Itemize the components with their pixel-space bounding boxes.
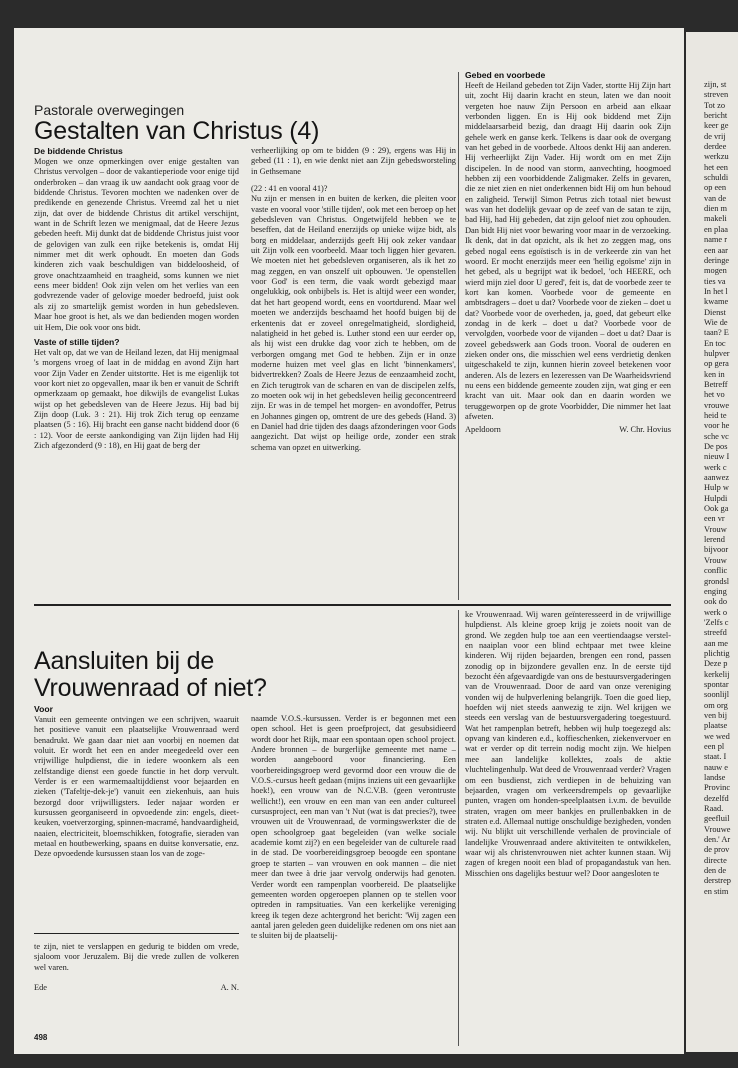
facing-page-line: ook do [704,597,728,607]
article2-column-3 [465,610,671,879]
facing-page-line: nieuw I [704,452,730,462]
subheading: Vaste of stille tijden? [34,336,120,347]
facing-page-line: In het l [704,286,728,296]
facing-page-line: makeli [704,214,727,224]
signature [34,983,239,993]
facing-page-line: Hulp w [704,483,729,493]
facing-page-line: aan me [704,638,728,648]
title-line: Vrouwenraad of niet? [34,674,267,702]
facing-page-line: name r [704,235,728,245]
paragraph: ke Vrouwenraad. Wij waren geïnteresseerd in de vrijwillige hulpdienst. Als kleine groep krijg je zoiets nooit van de grond. We zegden hulp toe aan een veertiendaagse verstel- en naaiplan voor een blind echtpaar met twee kleine kinderen. Wij rijden bejaarden, brengen een rond, passen zonodig op in bijzondere gevallen enz. In de eerste tijd bezocht één afgevaardigde van ons de bestuursvergaderingen van de Vrouwenraad. Door de aard van onze vereniging vonden wij de hulpverlening belangrijk. Toen die goed liep, hoefden wij niet steeds aanwezig te zijn. Wel krijgen we steeds een verslag van de bestuursvergadering toegestuurd. Wat het rampenplan betreft, hebben wij hulp toegezegd als: opvang van kinderen e.d., koffieschenken, ziekenvervoer en wat er verder op dit terrein nodig mocht zijn. We hielpen mee aan landelijke kollektes, zoals de aktie vluchtelingenhulp. Wat deed de Vrouwenraad verder? Vragen om een busdienst, zich verdiepen in de behuizing van bejaarden, vragen om verkeersdrempels op gevaarlijke punten, vragen om honden-speelplaatsen i.v.m. de bevuilde straten, vragen om meer bankjes en prullenbakken in de straten e.d. Allemaal nuttige onschuldige bezigheden, vonden wij. Nu blijkt uit verschillende verhalen de provinciale of landelijke Vrouwenraad andere aktiviteiten te ontwikkelen, waar wij als christenvrouwen niet achter kunnen staan. Wij zagen of kregen nooit een blad of propagandastuk van hen. Misschien ons dagelijks bestuur wel? Door aangesloten te [465,610,671,878]
facing-page-line: sche vc [704,431,729,441]
facing-page-line: nauw e [704,762,728,772]
facing-page-line: van de [704,193,727,203]
signature-place: Ede [34,983,48,993]
signature-place: Apeldoorn [465,425,501,435]
article2-column-1 [34,704,239,860]
article2-title [34,648,267,702]
facing-page-line: streven [704,90,729,100]
facing-page-line: dien m [704,204,728,214]
facing-page-line: ties va [704,276,726,286]
facing-page-line: keer ge [704,121,729,131]
facing-page-line: een pl [704,742,725,751]
facing-page-line: den.' Ar [704,835,731,845]
article1-column-3 [465,70,671,436]
column-separator [458,610,459,1046]
facing-page-line: werk c [704,462,727,472]
facing-page-line: Hulpdi [704,493,728,503]
paragraph: (22 : 41 en vooral 41)? [251,184,328,194]
facing-page-line: heid te [704,411,727,420]
facing-page-line: geefluil [704,814,730,824]
facing-page-line: spontar [704,679,729,689]
facing-page-line: bericht [704,111,728,121]
facing-page-line: de vrij [704,131,726,141]
facing-page-line: het vo [704,390,725,400]
facing-page-line: we wed [704,731,730,741]
magazine-page [14,28,684,1054]
facing-page-line: voor he [704,421,730,431]
paragraph: Het valt op, dat we van de Heiland lezen, dat Hij menigmaal 's morgens vroeg of laat in de middag en avond Zijn hart voor Zijn Vader en Zender uitstortte. Het is me eigenlijk tot voor kort niet zo opgevallen, maar ik ben er vanuit de Schrift opmerkzaam op gemaakt, hoe dikwijls de evangelist Lukas wijst op het gebedsleven van de Heere Jezus. Hij bad bij Zijn doop (Luk. 3 : 21). Hij trok Zich terug op eenzame plaatsen (5 : 16). Hij bracht een ganse nacht biddend door (6 : 12). Voor de eerste aankondiging van Zijn lijden had Hij Zich afgezonderd (9 : 18), en Hij gaat de berg der [34,347,239,450]
facing-page-line: enging [704,586,727,596]
facing-page-line: kerkelij [704,669,730,679]
facing-page-line: en plaa [704,224,728,234]
article1-column-2 [251,146,456,453]
facing-page-line: De pos [704,442,728,452]
facing-page-line: op gera [704,359,729,369]
article-title: Gestalten van Christus (4) [34,117,320,145]
paragraph: naamde V.O.S.-kursussen. Verder is er begonnen met een open school. Het is geen proefproject, dat gesubsidieerd wordt door het Rijk, maar een spontaan open school project. Andere bronnen – de burgerlijke gemeente met name – worden aangeboord voor financiering. Een voorbereidingsgroep werd gevormd door een vrouw die de V.O.S.-cursus heeft gedaan (mijns inziens uit een gevaarlijke hoek!), een vrouw van de N.C.V.B. (geen verontruste wellicht!), een vrouw en een man van een ander cultureel cursusproject, een man van 't Nut (wat is dat precies?), twee vrouwen uit de Vrouwenraad, de vormingswerkster die de open schoolgroep gaat begeleiden (van welke sociale academie komt zij?) en een begeleider van de culturele raad in de stad. De voorbereidingsgroep beoogde een spontane groep te starten – van vrouwen en ook mannen – die niet meer dan twee à drie jaar vervolg onderwijs had genoten. Verder wordt een rampenplan voorbereid. De plaatselijke gemeenten worden opgeroepen plannen op te stellen voor optreden in rampsituaties. Van een kerkelijke vereniging kreeg ik tegen deze achtergrond het bericht: 'Wij zagen een aantal jaren geleden geen duidelijke redenen om ons niet aan te sluiten bij de plaatselij- [251,714,456,941]
facing-page-line: op een [704,183,727,193]
facing-page-line: vrouwe [704,400,730,410]
facing-page-line: Vrouw [704,555,727,565]
facing-page-line: schuldi [704,173,729,183]
facing-page-line: staat. I [704,752,727,762]
facing-page-line: streefd [704,628,727,638]
facing-page-line: werk o [704,607,728,617]
paragraph: te zijn, niet te verslappen en gedurig te bidden om vrede, sjaloom voor Jeruzalem. Bij die vrede zullen de volkeren wel varen. [34,942,239,972]
facing-page-line: Dienst [704,307,726,317]
facing-page-line: 'Zelfs c [704,617,729,627]
facing-page-line: bijvoor [704,545,729,555]
facing-page-line: grondsl [704,576,730,586]
article1-column-1 [34,146,239,451]
subheading: Gebed en voorbede [465,70,546,80]
facing-page-line: Betreff [704,379,728,389]
continued-item [34,942,239,993]
signature-author: W. Chr. Hovius [619,425,671,435]
facing-page-line: de prov [704,845,730,855]
facing-page-line: directe [704,855,727,865]
facing-page-line: ven bij [704,710,728,720]
facing-page-line: den de [704,866,727,876]
facing-page-line: derstrep [704,876,731,886]
facing-page-line: plaatse [704,721,728,731]
facing-page-line: hulpver [704,348,730,358]
paragraph: Nu zijn er mensen in en buiten de kerken, die pleiten voor vaste en vooral voor 'stille tijden', ook met een beroep op het gebedsleven van Christus. Ongetwijfeld hebben we te beseffen, dat de Heiland enerzijds op unieke wijze bidt, als borg en middelaar, anderzijds geeft Hij ook zeker vandaar uit Zijn volk een voorbeeld. Maar toch liggen hier gevaren. We moeten niet het gebedsleven organiseren, als ik het zo mag zeggen, en van onszelf uit opbouwen. 'Je openstellen voor God' is een term, die vaak wordt gebezigd maar ongelukkig, ook onbijbels is. Het is altijd weer een wonder, dat het hart geopend wordt, eens en voortdurend. Maar wel moeten we anderzijds beschaamd het hoofd buigen bij de erkentenis dat er zoveel onregelmatigheid, slordigheid, nalatigheid in het gebed is. Luther stond een uur eerder op, als hij wist een drukke dag voor zich te hebben, om de verborgen omgang met God te hebben. Zijn er in onze moderne huizen met veel glas en licht 'binnenkamers', bidvertrekken? Zoals de Heere Jezus de eenzaamheid zocht, en Zich terugtrok van de scharen en van de discipelen zelfs, zo moeten ook wij in het gebedsleven heilig geconcentreerd zijn. Er was in de tempel het morgen- en avondoffer, Petrus en Johannes gingen op, omtrent de ure des gebeds (Hand. 3) en Daniel had drie tijden des daags afzonderingen voor Gods aangezicht. Dat wijst op heilige orde, zonder een strak schema van opzet en uitwerking. [251,194,456,452]
paragraph: verheerlijking op om te bidden (9 : 29), ergens was Hij in gebed (11 : 1), en wie denkt niet aan Zijn gebedsworsteling in Gethsemane [251,146,456,176]
facing-page-line: aanwez [704,473,730,483]
facing-page-line: Vrouw [704,524,727,534]
column-separator [458,72,459,600]
facing-page-line: het een [704,162,728,172]
paragraph: Vanuit een gemeente ontvingen we een schrijven, waaruit het positieve vanuit een plaatselijke Vrouwenraad werd benadrukt. We gaan daar niet aan voorbij en noemen dat voluit. Er wordt het een en ander meegedeeld over een vrijwillige hulpdienst, die in iedere woonkern als een zelfstandige dienst een goede functie in het dorp vervult. Verder is er een warmemaaltijddienst voor bejaarden en zieken ('Tafeltje-dek-je') vanuit een ziekenhuis, aan huis bezorgd door vrijwilligsters. Ieder najaar worden er kursussen georganiseerd in opvoedende zin: engels, dieet-keuken, voetverzorging, spinnen-macramé, handvaardigheid, naaien, electriciteit, bloemschikken, fotografie, sieraden van metaal en houtbewerking, spaans en duitse konversatie, enz. Deze opvoedende kursussen staan los van de zoge- [34,715,239,859]
facing-page-line: Wie de [704,317,728,327]
facing-page-line: Vrouwe [704,824,731,834]
paragraph: Mogen we onze opmerkingen over enige gestalten van Christus vervolgen – door de vakantieperiode voor enige tijd onderbroken – dan vraag ik uw aandacht ook graag voor de biddende Christus. Tevoren mochten we nadenken over de predikende en genezende Christus. Vreemd zal het u niet zijn, dat over de biddende Christus dit artikel verschijnt, want in de Schrift lezen we menigmaal, dat de Heere Jezus gebeden heeft. Mij dunkt dat de biddende Christus juist voor de gelovigen van zulk een rijke betekenis is, omdat Hij nimmer met dit werk ophoudt. En moeten dan Gods kinderen zich vaak beschuldigen van biddeloosheid, of grove onachtzaamheid en traagheid, soms kunnen we niet eens meer bidden! Ook zijn velen om het verlies van een godvrezende vader of gelovige moeder bedroefd, juist ook als zij zo smartelijk gemist worden in hun gebedsleven. Maar hoe groot is het, als we dan bedienden mogen worden uit Hem, Die ook voor ons bidt. [34,157,239,332]
facing-page-line: ken in [704,369,725,379]
article2-column-2 [251,603,456,942]
facing-page-line: En toc [704,338,726,348]
facing-page-line: soonlijl [704,690,730,700]
facing-page-line: Ook ga [704,504,729,514]
facing-page-line: mogen [704,266,727,276]
facing-page-line: zijn, st [704,80,727,89]
facing-page-line: plichtig [704,648,730,658]
facing-page [686,32,738,1052]
facing-page-line: conflic [704,566,728,576]
facing-page-line: en stim [704,886,729,896]
facing-page-line: taan? E [704,328,729,338]
signature-author: A. N. [220,983,239,993]
facing-page-line: Deze p [704,659,728,669]
facing-page-line: een aar [704,245,728,255]
facing-page-line: deringe [704,255,730,265]
facing-page-line: kwame [704,297,729,307]
facing-page-text [704,80,731,897]
subheading: De biddende Christus [34,146,123,156]
subheading: Voor [34,704,53,714]
facing-page-line: Tot zo [704,100,726,110]
facing-page-line: om org [704,700,728,710]
facing-page-line: werkzu [704,152,729,162]
facing-page-line: landse [704,773,726,783]
section-divider [34,933,239,934]
facing-page-line: lerend [704,535,725,545]
signature [465,425,671,435]
article-kicker: Pastorale overwegingen [34,102,185,118]
facing-page-line: dezelfd [704,793,729,803]
title-line: Aansluiten bij de [34,647,215,675]
paragraph: Heeft de Heiland gebeden tot Zijn Vader, stortte Hij Zijn hart uit, zocht Hij daarin kracht en steun, laten we dan nooit vergeten hoe nauw Zijn Persoon en arbeid aan elkaar verbonden liggen. En is Hij ook biddend met Zijn middelaarsarbeid bezig, dan draagt Hij daarin ook Zijn gehele werk en ganse kerk. Telkens is daar ook de overgang van het gebed in de voorbede. Altoos denkt Hij aan anderen. Hij verheerlijkt Zijn Vader. Hij wordt om en met Zijn discipelen. In de nood van storm, aanvechting, hoogmoed hebben zij een voorbiddende Zaligmaker. Zelfs in gevaren, die ze niet zien en niet onderkennen bidt Hij om hun behoud en zaligheid. Terwijl Simon Petrus zich totaal niet bewust was van het dodelijk gevaar op de zeef van de satan te zijn, bad Hij, had Hij gebeden, dat zijn geloof niet zou ophouden. Dan bidt Hij niet voor bewaring voor maar in de verzoeking. Ik denk, dat in dat opzicht, als ik het zo zeggen mag, ons gebed nogal eens egoïstisch is in de verkeerde zin van het woord. Er mocht enerzijds meer een 'heilig egoïsme' zijn in het gebed, als u begrijpt wat ik bedoel, 'och HEERE, och wierd mijn ziel door U gered', feit is, dat de voorbede zeer te kort kan komen. Voorbede voor de gemeente en ambtsdragers – doet u dat? Voorbede voor de zieken – doet u dat? Voorbede voor de overheden, ja, goed, dat gebeurt elke zondag in de kerk – doet u dat? Voorbede voor de vervolgden, voorbede voor de vijanden – doet u dat? Daar is zoveel gebedswerk aan Gods troon. Vooral de ouderen en zieken onder ons, die misschien wel eens verdrietig denken uitgeschakeld te zijn, kunnen hierin zoveel betekenen voor anderen. Als de lezers en lezeressen van De Waarheidsvriend nu eens een biddende gemeente zouden zijn, wat ging er een kracht van uit. Maar ook dan en daarin worden we teruggeworpen op de grote Voorbidder, Die nimmer het laat afweten. [465,81,671,421]
facing-page-line: Raad. [704,804,724,814]
page-number: 498 [34,1033,48,1042]
facing-page-line: een vr [704,514,725,524]
facing-page-line: Provinc [704,783,731,793]
facing-page-line: derdee [704,142,727,152]
